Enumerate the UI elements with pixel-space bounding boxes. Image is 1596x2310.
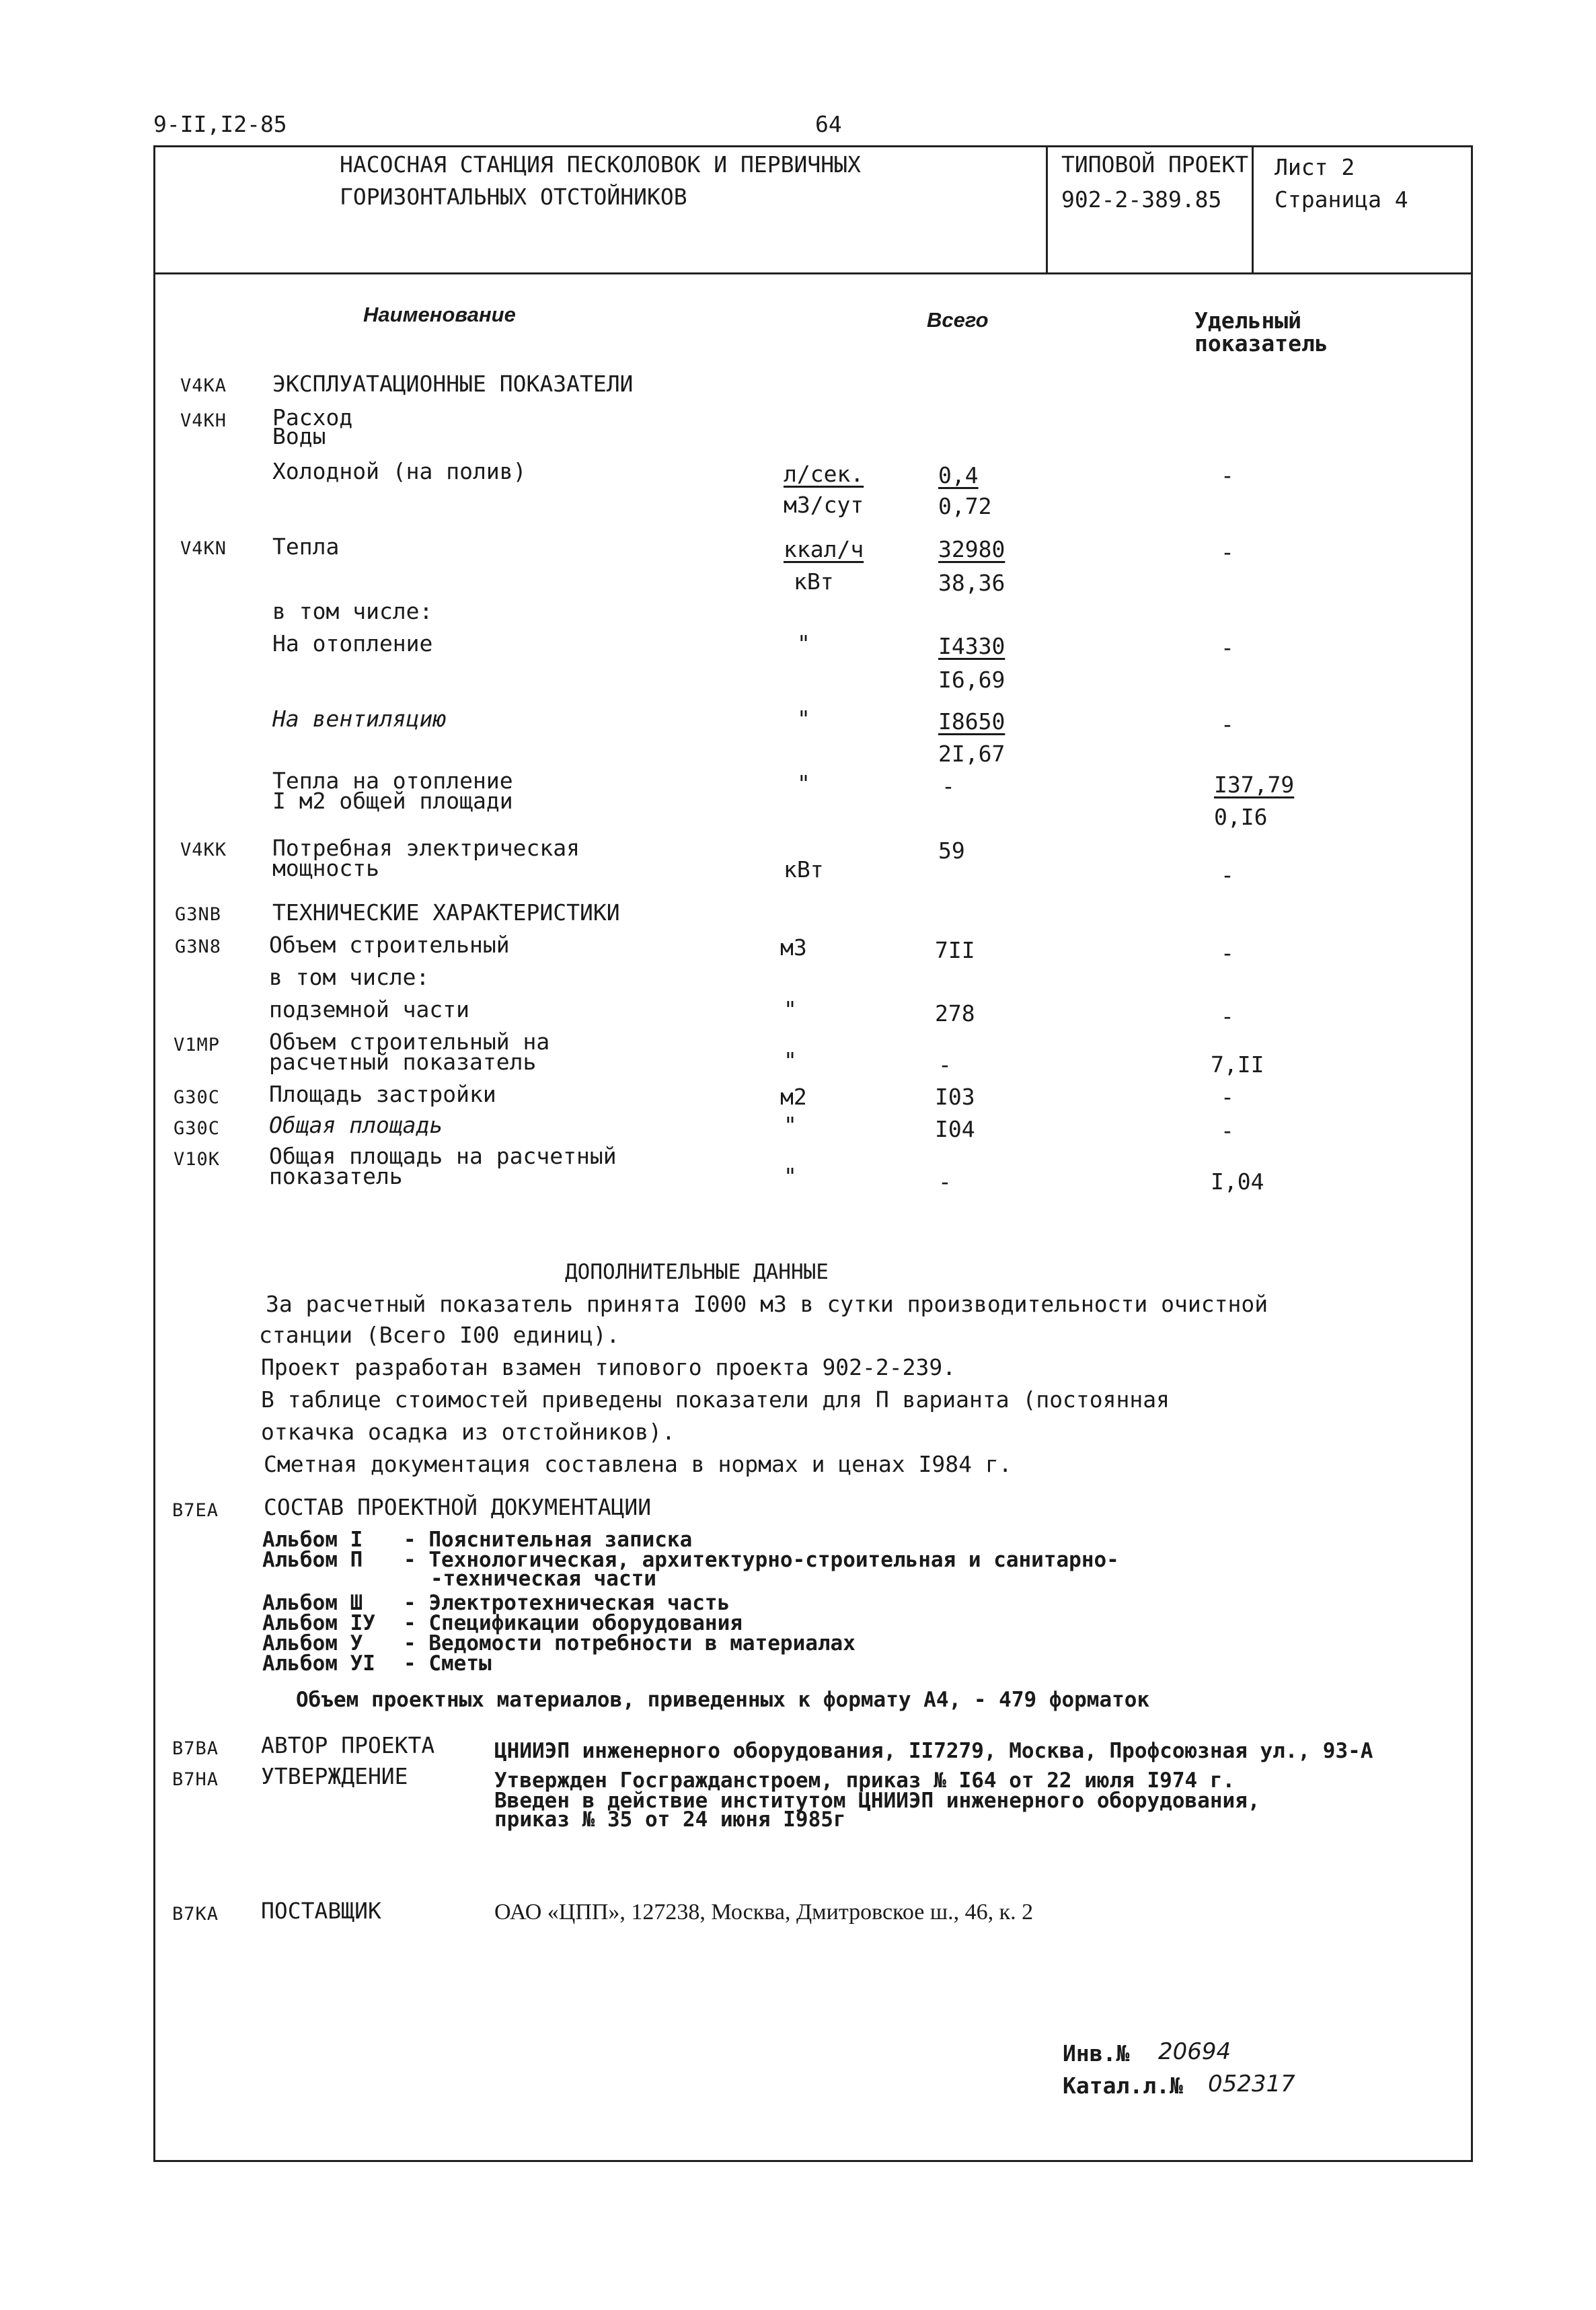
row-name-2: показатель (269, 1163, 403, 1189)
frame-right (1471, 145, 1473, 2162)
supplier-code: B7KA (172, 1904, 219, 1925)
album-desc: - Спецификации оборудования (404, 1611, 743, 1635)
frame-top (153, 145, 1473, 147)
row-name: Площадь застройки (269, 1081, 496, 1107)
row-name: Объем строительный на (269, 1029, 550, 1055)
row-code: V1MP (174, 1035, 221, 1055)
row-unit: " (784, 996, 797, 1022)
row-total: 7II (935, 937, 975, 963)
row-specific: - (1221, 539, 1234, 565)
row-unit: кВт (784, 856, 824, 883)
title-divider-2 (1252, 145, 1254, 273)
approval-line-3: приказ № 35 от 24 июня I985г (494, 1808, 846, 1832)
row-code: V4KA (180, 375, 227, 396)
additional-line: Проект разработан взамен типового проекта 902-2-239. (261, 1354, 956, 1380)
catalog-number: 052317 (1208, 2071, 1295, 2097)
row-specific: - (1221, 1084, 1234, 1110)
row-code: V10K (174, 1149, 221, 1170)
row-specific: I37,79 (1214, 772, 1295, 798)
album-name: Альбом П (262, 1548, 363, 1572)
row-total: I4330 (938, 633, 1005, 659)
composition-code: B7EA (172, 1500, 219, 1521)
row-total: I04 (935, 1116, 975, 1142)
row-name: ЭКСПЛУАТАЦИОННЫЕ ПОКАЗАТЕЛИ (272, 371, 634, 397)
row-name-2: мощность (272, 855, 379, 881)
author-text: ЦНИИЭП инженерного оборудования, II7279, Москва, Профсоюзная ул., 93-А (494, 1739, 1373, 1763)
catalog-label: Катал.л.№ (1063, 2073, 1183, 2099)
row-unit: ккал/ч (784, 536, 864, 562)
row-name: Тепла на отопление (272, 768, 513, 794)
title-divider-1 (1046, 145, 1048, 273)
row-unit: " (797, 770, 810, 796)
row-total-2: 0,72 (938, 493, 992, 519)
inventory-label: Инв.№ (1063, 2040, 1130, 2066)
composition-heading: СОСТАВ ПРОЕКТНОЙ ДОКУМЕНТАЦИИ (264, 1494, 652, 1520)
row-total: - (942, 773, 955, 799)
composition-volume: Объем проектных материалов, приведенных к формату А4, - 479 форматок (296, 1688, 1150, 1712)
row-code: G30C (174, 1087, 221, 1108)
supplier-text: ОАО «ЦПП», 127238, Москва, Дмитровское ш., 46, к. 2 (494, 1900, 1034, 1925)
row-total: I03 (935, 1084, 975, 1110)
row-unit: " (784, 1112, 797, 1138)
row-unit: " (784, 1163, 797, 1189)
title-block-bottom (153, 272, 1473, 274)
row-code: G3N8 (175, 936, 222, 957)
row-total: I8650 (938, 708, 1005, 735)
row-name: На отопление (272, 630, 433, 657)
row-unit-2: м3/сут (784, 492, 864, 518)
sheet-number: Лист 2 (1275, 154, 1355, 180)
approval-line-1: Утвержден Госгражданстроем, приказ № I64 от 22 июля I974 г. (494, 1768, 1236, 1793)
frame-bottom (153, 2160, 1473, 2162)
album-name: Альбом I (262, 1528, 363, 1552)
row-name-2: расчетный показатель (269, 1049, 537, 1075)
row-specific: - (1221, 940, 1234, 966)
row-specific: - (1221, 711, 1234, 737)
row-name-2: I м2 общей площади (272, 788, 513, 814)
row-code: V4KN (180, 538, 227, 559)
row-name: Общая площадь (269, 1112, 443, 1138)
doc-code: 9-II,I2-85 (153, 111, 287, 137)
additional-line: В таблице стоимостей приведены показатели для П варианта (постоянная (261, 1386, 1170, 1413)
row-unit: м2 (780, 1084, 807, 1110)
inventory-number: 20694 (1158, 2038, 1231, 2065)
additional-line: откачка осадка из отстойников). (261, 1419, 675, 1445)
row-code: V4KK (180, 840, 227, 860)
approval-code: B7HA (172, 1769, 219, 1790)
row-specific: - (1221, 1117, 1234, 1144)
album-desc: - Технологическая, архитектурно-строительная и санитарно- (404, 1548, 1119, 1572)
row-unit: " (797, 706, 810, 732)
album-desc: - Пояснительная записка (404, 1528, 693, 1552)
row-name: Потребная электрическая (272, 835, 580, 861)
row-name: Холодной (на полив) (272, 458, 527, 484)
row-unit: " (797, 630, 810, 657)
album-name: Альбом У (262, 1631, 363, 1655)
row-name: Объем строительный (269, 932, 510, 958)
row-name: Расход (272, 404, 353, 431)
row-specific: - (1221, 462, 1234, 488)
row-name: Общая площадь на расчетный (269, 1143, 617, 1169)
row-unit: м3 (780, 934, 807, 961)
row-total-2: 2I,67 (938, 741, 1005, 767)
supplier-label: ПОСТАВЩИК (261, 1898, 381, 1924)
row-name-2: Воды (272, 423, 326, 449)
additional-line: Сметная документация составлена в нормах и ценах I984 г. (264, 1451, 1012, 1477)
row-total-2: I6,69 (938, 667, 1005, 693)
row-specific: - (1221, 862, 1234, 888)
page-label: Страница 4 (1275, 186, 1408, 213)
album-name: Альбом УI (262, 1651, 375, 1676)
approval-label: УТВЕРЖДЕНИЕ (261, 1763, 408, 1789)
row-name: На вентиляцию (272, 706, 447, 732)
row-name: в том числе: (272, 598, 433, 624)
album-name: Альбом IУ (262, 1611, 375, 1635)
project-label: ТИПОВОЙ ПРОЕКТ (1061, 151, 1249, 178)
author-code: B7BA (172, 1738, 219, 1759)
additional-heading: ДОПОЛНИТЕЛЬНЫЕ ДАННЫЕ (565, 1260, 829, 1284)
additional-line: станции (Всего I00 единиц). (259, 1322, 620, 1348)
album-desc: - Ведомости потребности в материалах (404, 1631, 856, 1655)
page-number: 64 (815, 111, 842, 137)
approval-line-2: Введен в действие институтом ЦНИИЭП инженерного оборудования, (494, 1789, 1260, 1813)
title-line-1: НАСОСНАЯ СТАНЦИЯ ПЕСКОЛОВОК И ПЕРВИЧНЫХ (340, 151, 861, 178)
album-desc: - Сметы (404, 1651, 492, 1676)
row-specific: I,04 (1211, 1168, 1264, 1195)
row-total: 278 (935, 1000, 975, 1027)
row-code: G30C (174, 1118, 221, 1139)
header-total: Всего (927, 308, 989, 332)
row-name: подземной части (269, 996, 470, 1022)
album-name: Альбом Ш (262, 1591, 363, 1615)
row-specific: - (1221, 634, 1234, 661)
header-specific-2: показатель (1194, 330, 1328, 357)
project-number: 902-2-389.85 (1061, 186, 1222, 213)
row-unit-2: кВт (794, 568, 834, 595)
header-specific-1: Удельный (1194, 307, 1301, 334)
additional-line: За расчетный показатель принята I000 м3 в сутки производительности очистной (266, 1291, 1268, 1317)
row-total: 0,4 (938, 462, 979, 488)
row-name: ТЕХНИЧЕСКИЕ ХАРАКТЕРИСТИКИ (272, 899, 620, 926)
row-name: в том числе: (269, 964, 430, 990)
frame-left (153, 145, 155, 2162)
row-specific: - (1221, 1003, 1234, 1029)
row-total: 59 (938, 837, 965, 864)
row-total: - (938, 1168, 952, 1195)
row-unit: л/сек. (784, 461, 864, 487)
album-desc: - Электротехническая часть (404, 1591, 730, 1615)
header-name: Наименование (363, 303, 516, 326)
title-line-2: ГОРИЗОНТАЛЬНЫХ ОТСТОЙНИКОВ (340, 184, 687, 210)
row-total-2: 38,36 (938, 570, 1005, 596)
author-label: АВТОР ПРОЕКТА (261, 1732, 435, 1758)
row-unit: " (784, 1047, 797, 1074)
row-specific-2: 0,I6 (1214, 804, 1268, 830)
row-name: Тепла (272, 533, 340, 560)
row-total: 32980 (938, 536, 1005, 562)
row-code: G3NB (175, 904, 222, 925)
row-code: V4KH (180, 410, 227, 431)
row-total: - (938, 1051, 952, 1078)
row-specific: 7,II (1211, 1051, 1264, 1078)
album-desc-2: -техническая части (430, 1567, 656, 1591)
